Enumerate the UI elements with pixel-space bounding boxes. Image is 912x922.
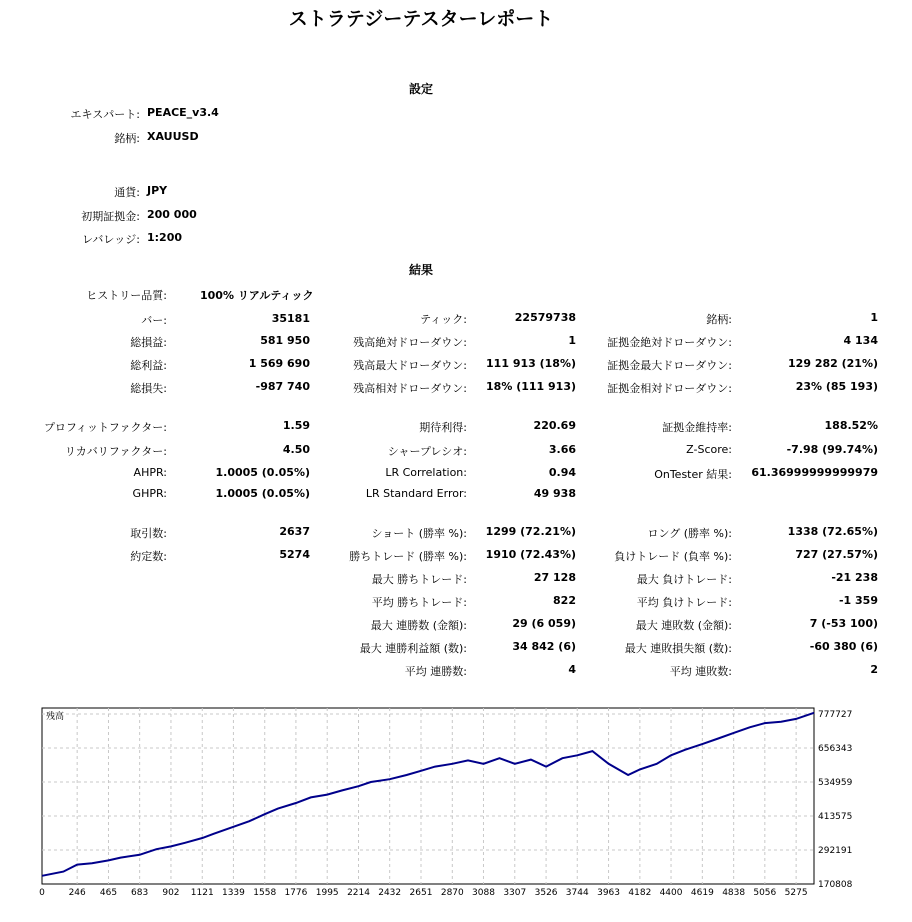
max-consec-loss-value: -60 380 (6) xyxy=(809,640,878,653)
ontester-result-value: 61.36999999999979 xyxy=(751,466,878,479)
avg-consec-losses-value: 2 xyxy=(870,663,878,676)
equity-max-dd-label: 証拠金最大ドローダウン: xyxy=(607,359,732,372)
y-tick-label: 413575 xyxy=(818,811,853,822)
leverage-value: 1:200 xyxy=(147,231,183,244)
short-trades-value: 1299 (72.21%) xyxy=(485,525,576,538)
max-consec-losses-value: 7 (-53 100) xyxy=(809,617,878,630)
ahpr-value: 1.0005 (0.05%) xyxy=(215,466,310,479)
x-tick-label: 465 xyxy=(99,888,118,898)
symbol-value: XAUUSD xyxy=(147,130,199,143)
x-axis-ticks xyxy=(39,888,807,898)
x-tick-label: 3744 xyxy=(565,888,589,898)
avg-consec-wins-label: 平均 連勝数: xyxy=(404,665,467,678)
gross-profit-label: 総利益: xyxy=(130,359,167,372)
sharpe-ratio-value: 3.66 xyxy=(548,443,576,456)
chart-title: 残高 xyxy=(46,712,65,722)
largest-loss-label: 最大 負けトレード: xyxy=(636,573,732,586)
y-tick-label: 656343 xyxy=(818,743,853,754)
y-tick-label: 292191 xyxy=(818,845,853,856)
win-trades-value: 1910 (72.43%) xyxy=(485,548,576,561)
x-tick-label: 1995 xyxy=(315,888,339,898)
z-score-value: -7.98 (99.74%) xyxy=(786,443,878,456)
gross-loss-value: -987 740 xyxy=(255,380,310,393)
equity-max-dd-value: 129 282 (21%) xyxy=(788,357,878,370)
x-tick-label: 2432 xyxy=(378,888,402,898)
lr-std-error-value: 49 938 xyxy=(533,487,576,500)
gross-profit-value: 1 569 690 xyxy=(248,357,310,370)
max-consec-profit-value: 34 842 (6) xyxy=(512,640,576,653)
sharpe-ratio-label: シャープレシオ: xyxy=(387,445,467,458)
loss-trades-value: 727 (27.57%) xyxy=(795,548,878,561)
history-quality-value: 100% リアルティック xyxy=(200,289,314,302)
y-tick-label: 534959 xyxy=(818,777,853,788)
equity-rel-dd-label: 証拠金相対ドローダウン: xyxy=(607,382,732,395)
x-tick-label: 902 xyxy=(162,888,180,898)
x-tick-label: 4400 xyxy=(659,888,683,898)
ghpr-label: GHPR: xyxy=(132,487,167,500)
balance-rel-dd-value: 18% (111 913) xyxy=(486,380,576,393)
long-trades-value: 1338 (72.65%) xyxy=(787,525,878,538)
deposit-label: 初期証拠金: xyxy=(81,210,140,223)
x-tick-label: 683 xyxy=(131,888,149,898)
max-consec-wins-label: 最大 連勝数 (金額): xyxy=(370,619,467,632)
max-consec-profit-label: 最大 連勝利益額 (数): xyxy=(359,642,467,655)
y-tick-label: 777727 xyxy=(818,709,853,720)
max-consec-losses-label: 最大 連敗数 (金額): xyxy=(635,619,732,632)
x-tick-label: 5056 xyxy=(753,888,777,898)
symbols-label: 銘柄: xyxy=(706,313,732,326)
loss-trades-label: 負けトレード (負率 %): xyxy=(614,550,732,563)
ghpr-value: 1.0005 (0.05%) xyxy=(215,487,310,500)
trades-value: 2637 xyxy=(279,525,310,538)
currency-label: 通貨: xyxy=(114,186,140,199)
x-tick-label: 0 xyxy=(39,888,45,898)
equity-abs-dd-label: 証拠金絶対ドローダウン: xyxy=(607,336,732,349)
lr-std-error-label: LR Standard Error: xyxy=(365,487,467,500)
x-tick-label: 1776 xyxy=(284,888,308,898)
x-tick-label: 3963 xyxy=(597,888,621,898)
history-quality-label: ヒストリー品質: xyxy=(86,289,167,302)
symbols-value: 1 xyxy=(870,311,878,324)
x-tick-label: 1558 xyxy=(253,888,277,898)
ahpr-label: AHPR: xyxy=(133,466,167,479)
expert-value: PEACE_v3.4 xyxy=(147,106,219,119)
x-tick-label: 1339 xyxy=(221,888,245,898)
avg-consec-wins-value: 4 xyxy=(568,663,576,676)
largest-loss-value: -21 238 xyxy=(831,571,878,584)
trades-label: 取引数: xyxy=(130,527,167,540)
balance-rel-dd-label: 残高相対ドローダウン: xyxy=(353,382,467,395)
symbol-label: 銘柄: xyxy=(114,132,140,145)
profit-factor-label: プロフィットファクター: xyxy=(43,421,167,434)
z-score-label: Z-Score: xyxy=(686,443,732,456)
recovery-factor-label: リカバリファクター: xyxy=(64,445,167,458)
x-tick-label: 2870 xyxy=(440,888,464,898)
results-heading: 結果 xyxy=(408,263,433,277)
max-consec-loss-label: 最大 連敗損失額 (数): xyxy=(624,642,732,655)
avg-win-label: 平均 勝ちトレード: xyxy=(371,596,467,609)
avg-consec-losses-label: 平均 連敗数: xyxy=(669,665,732,678)
x-tick-label: 4182 xyxy=(628,888,652,898)
equity-rel-dd-value: 23% (85 193) xyxy=(795,380,878,393)
margin-level-value: 188.52% xyxy=(824,419,878,432)
balance-abs-dd-value: 1 xyxy=(568,334,576,347)
chart-frame xyxy=(42,708,814,884)
short-trades-label: ショート (勝率 %): xyxy=(371,527,467,540)
avg-loss-label: 平均 負けトレード: xyxy=(636,596,732,609)
balance-max-dd-label: 残高最大ドローダウン: xyxy=(353,359,467,372)
settings-heading: 設定 xyxy=(408,82,433,96)
avg-win-value: 822 xyxy=(553,594,576,607)
profit-factor-value: 1.59 xyxy=(282,419,310,432)
recovery-factor-value: 4.50 xyxy=(282,443,310,456)
lr-correlation-value: 0.94 xyxy=(548,466,576,479)
x-tick-label: 246 xyxy=(68,888,86,898)
expert-label: エキスパート: xyxy=(70,108,140,121)
net-profit-label: 総損益: xyxy=(130,336,167,349)
x-tick-label: 4619 xyxy=(690,888,714,898)
deals-label: 約定数: xyxy=(130,550,167,563)
ticks-label: ティック: xyxy=(420,313,467,326)
deposit-value: 200 000 xyxy=(147,208,197,221)
y-tick-label: 170808 xyxy=(818,880,853,890)
largest-win-label: 最大 勝ちトレード: xyxy=(371,573,467,586)
x-tick-label: 2214 xyxy=(347,888,370,898)
currency-value: JPY xyxy=(147,184,168,197)
bars-value: 35181 xyxy=(271,312,310,325)
x-tick-label: 5275 xyxy=(784,888,808,898)
x-tick-label: 3307 xyxy=(503,888,527,898)
x-tick-label: 3088 xyxy=(472,888,495,898)
margin-level-label: 証拠金維持率: xyxy=(662,421,732,434)
x-tick-label: 4838 xyxy=(722,888,746,898)
balance-chart xyxy=(0,700,912,922)
largest-win-value: 27 128 xyxy=(533,571,576,584)
ontester-result-label: OnTester 結果: xyxy=(654,468,732,481)
net-profit-value: 581 950 xyxy=(260,334,310,347)
x-tick-label: 1121 xyxy=(190,888,214,898)
x-tick-label: 2651 xyxy=(409,888,433,898)
x-tick-label: 3526 xyxy=(534,888,558,898)
expected-payoff-label: 期待利得: xyxy=(419,421,467,434)
gross-loss-label: 総損失: xyxy=(130,382,167,395)
max-consec-wins-value: 29 (6 059) xyxy=(512,617,576,630)
expected-payoff-value: 220.69 xyxy=(533,419,576,432)
report-title: ストラテジーテスターレポート xyxy=(288,8,554,30)
equity-abs-dd-value: 4 134 xyxy=(843,334,878,347)
avg-loss-value: -1 359 xyxy=(838,594,878,607)
y-axis-ticks xyxy=(818,710,853,890)
long-trades-label: ロング (勝率 %): xyxy=(647,527,732,540)
bars-label: バー: xyxy=(141,314,167,327)
ticks-value: 22579738 xyxy=(514,311,576,324)
leverage-label: レバレッジ: xyxy=(82,233,140,246)
deals-value: 5274 xyxy=(279,548,310,561)
win-trades-label: 勝ちトレード (勝率 %): xyxy=(349,550,467,563)
balance-abs-dd-label: 残高絶対ドローダウン: xyxy=(353,336,467,349)
lr-correlation-label: LR Correlation: xyxy=(385,466,467,479)
balance-max-dd-value: 111 913 (18%) xyxy=(486,357,576,370)
